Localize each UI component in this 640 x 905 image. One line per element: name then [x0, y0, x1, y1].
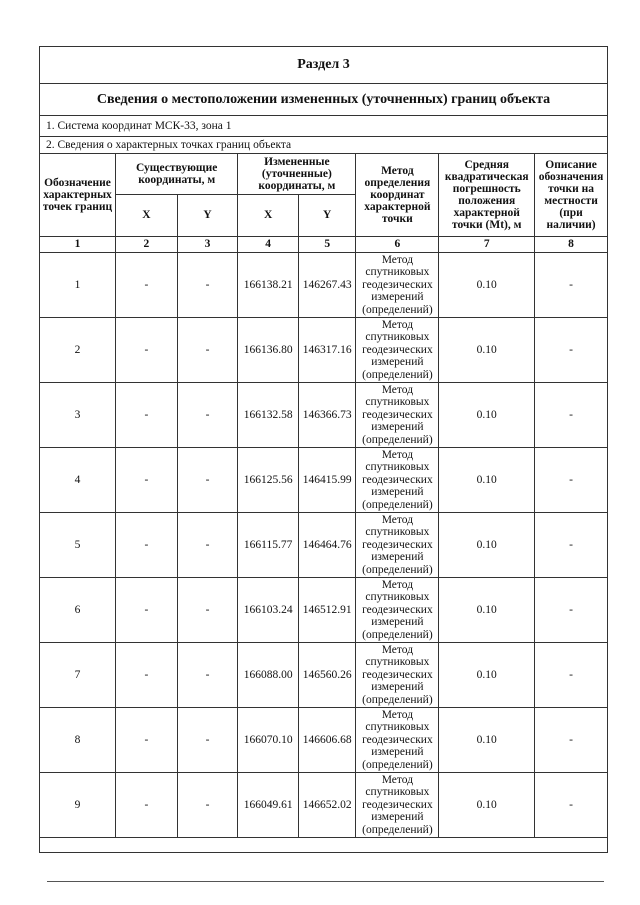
existing-y: -: [177, 253, 238, 318]
changed-x: 166049.61: [238, 773, 299, 838]
changed-y: 146267.43: [298, 253, 355, 318]
table-row: [40, 318, 607, 383]
changed-x: 166125.56: [238, 448, 299, 513]
col-existing-y: Y: [177, 195, 238, 237]
description-cell: -: [535, 253, 607, 318]
existing-x: -: [116, 253, 178, 318]
changed-y: 146464.76: [298, 513, 355, 578]
existing-y: -: [177, 643, 238, 708]
accuracy-cell: 0.10: [439, 513, 535, 578]
point-number: 3: [40, 383, 116, 448]
col-accuracy: Средняя квадратическая погрешность положения характерной точки (Mt), м: [439, 154, 535, 237]
column-number: 6: [356, 237, 439, 253]
method-cell: Метод спутниковых геодезических измерений (определений): [356, 578, 439, 643]
table-row: [40, 578, 607, 643]
column-number: 3: [177, 237, 238, 253]
description-cell: -: [535, 318, 607, 383]
accuracy-cell: 0.10: [439, 448, 535, 513]
changed-y: 146366.73: [298, 383, 355, 448]
existing-x: -: [116, 318, 178, 383]
changed-y: 146606.68: [298, 708, 355, 773]
changed-x: 166136.80: [238, 318, 299, 383]
existing-x: -: [116, 513, 178, 578]
changed-x: 166115.77: [238, 513, 299, 578]
changed-y: 146652.02: [298, 773, 355, 838]
changed-y: 146560.26: [298, 643, 355, 708]
points-table: [40, 154, 607, 838]
point-number: 4: [40, 448, 116, 513]
method-cell: Метод спутниковых геодезических измерений (определений): [356, 448, 439, 513]
point-number: 2: [40, 318, 116, 383]
table-row: [40, 513, 607, 578]
column-number: 5: [298, 237, 355, 253]
existing-x: -: [116, 643, 178, 708]
table-footer-space: [40, 838, 607, 852]
changed-x: 166138.21: [238, 253, 299, 318]
col-designation: Обозначение характерных точек границ: [40, 154, 116, 237]
existing-y: -: [177, 318, 238, 383]
existing-y: -: [177, 708, 238, 773]
point-number: 9: [40, 773, 116, 838]
description-cell: -: [535, 383, 607, 448]
changed-x: 166103.24: [238, 578, 299, 643]
existing-y: -: [177, 578, 238, 643]
accuracy-cell: 0.10: [439, 318, 535, 383]
column-number: 8: [535, 237, 607, 253]
point-number: 1: [40, 253, 116, 318]
method-cell: Метод спутниковых геодезических измерений (определений): [356, 773, 439, 838]
accuracy-cell: 0.10: [439, 773, 535, 838]
column-number: 4: [238, 237, 299, 253]
points-caption: 2. Сведения о характерных точках границ объекта: [40, 137, 607, 154]
table-row: [40, 643, 607, 708]
page-bottom-divider: [47, 881, 604, 882]
description-cell: -: [535, 578, 607, 643]
accuracy-cell: 0.10: [439, 643, 535, 708]
method-cell: Метод спутниковых геодезических измерений (определений): [356, 708, 439, 773]
method-cell: Метод спутниковых геодезических измерений (определений): [356, 643, 439, 708]
changed-y: 146512.91: [298, 578, 355, 643]
existing-x: -: [116, 578, 178, 643]
method-cell: Метод спутниковых геодезических измерений (определений): [356, 513, 439, 578]
existing-x: -: [116, 383, 178, 448]
col-changed: Измененные (уточненные) координаты, м: [238, 154, 356, 195]
table-row: [40, 448, 607, 513]
method-cell: Метод спутниковых геодезических измерений (определений): [356, 383, 439, 448]
header-row: [40, 154, 607, 195]
existing-y: -: [177, 513, 238, 578]
table-row: [40, 773, 607, 838]
col-method: Метод определения координат характерной точки: [356, 154, 439, 237]
method-cell: Метод спутниковых геодезических измерений (определений): [356, 318, 439, 383]
existing-x: -: [116, 773, 178, 838]
changed-x: 166070.10: [238, 708, 299, 773]
col-changed-y: Y: [298, 195, 355, 237]
existing-y: -: [177, 448, 238, 513]
description-cell: -: [535, 773, 607, 838]
col-existing-x: X: [116, 195, 178, 237]
description-cell: -: [535, 643, 607, 708]
column-number: 2: [116, 237, 178, 253]
column-number: 7: [439, 237, 535, 253]
table-row: [40, 383, 607, 448]
existing-y: -: [177, 383, 238, 448]
document-frame: [39, 46, 608, 853]
col-existing: Существующие координаты, м: [116, 154, 238, 195]
description-cell: -: [535, 513, 607, 578]
changed-x: 166132.58: [238, 383, 299, 448]
accuracy-cell: 0.10: [439, 383, 535, 448]
existing-x: -: [116, 448, 178, 513]
changed-y: 146415.99: [298, 448, 355, 513]
description-cell: -: [535, 708, 607, 773]
point-number: 5: [40, 513, 116, 578]
col-description: Описание обозначения точки на местности (при наличии): [535, 154, 607, 237]
table-row: [40, 253, 607, 318]
accuracy-cell: 0.10: [439, 708, 535, 773]
coord-system-line: 1. Система координат МСК-33, зона 1: [40, 116, 607, 137]
existing-x: -: [116, 708, 178, 773]
page-heading: Сведения о местоположении измененных (уточненных) границ объекта: [40, 84, 607, 116]
column-number: 1: [40, 237, 116, 253]
point-number: 6: [40, 578, 116, 643]
table-row: [40, 708, 607, 773]
point-number: 7: [40, 643, 116, 708]
description-cell: -: [535, 448, 607, 513]
section-title: Раздел 3: [40, 47, 607, 84]
changed-x: 166088.00: [238, 643, 299, 708]
accuracy-cell: 0.10: [439, 253, 535, 318]
changed-y: 146317.16: [298, 318, 355, 383]
column-number-row: [40, 237, 607, 253]
existing-y: -: [177, 773, 238, 838]
method-cell: Метод спутниковых геодезических измерений (определений): [356, 253, 439, 318]
col-changed-x: X: [238, 195, 299, 237]
accuracy-cell: 0.10: [439, 578, 535, 643]
point-number: 8: [40, 708, 116, 773]
